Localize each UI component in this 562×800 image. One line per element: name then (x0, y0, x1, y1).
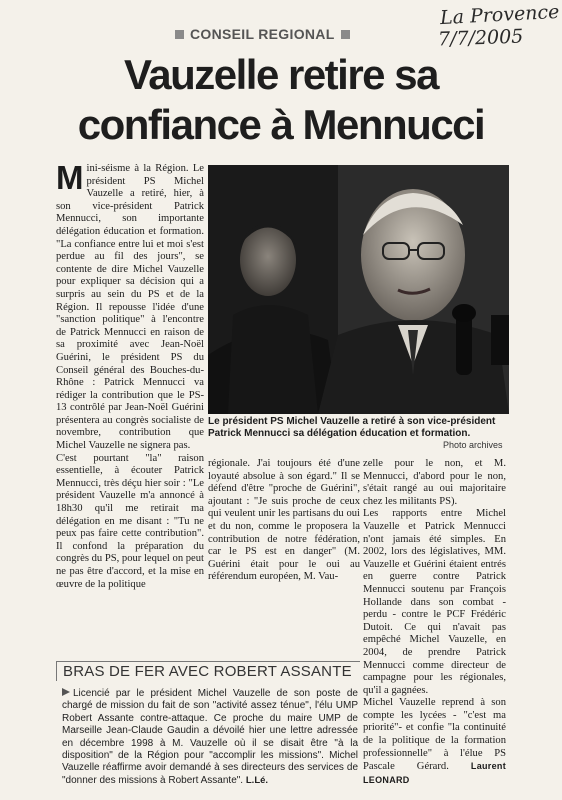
article-paragraph (363, 697, 506, 787)
handwritten-newspaper-name: La Provence (439, 0, 560, 30)
article-signature: Laurent LEONARD (363, 761, 506, 785)
paragraph-text: zelle pour le non, et M. Mennucci, d'abord pour le non, s'était rangé au oui majoritaire chez les militants PS). (363, 458, 506, 507)
kicker-label: CONSEIL REGIONAL (190, 26, 335, 42)
handwritten-date: 7/7/2005 (437, 25, 524, 51)
sidebar-box-body (62, 688, 358, 787)
headline-line-1: Vauzelle retire sa (124, 51, 438, 98)
article-paragraph (56, 159, 204, 453)
article-paragraph (56, 453, 204, 592)
article-column-2 (208, 458, 360, 584)
kicker-square-left (175, 30, 184, 39)
photo-credit: Photo archives (443, 440, 503, 450)
article-paragraph (363, 458, 506, 508)
box-text: Licencié par le président Michel Vauzelle de son poste de chargé de mission du fait de son "activité assez ténue", l'élu UMP Robert Assante contre-attaque. Ce proche du maire UMP de Marseille Jean-Claude Gaudin a dévoilé hier une lettre adressée en décembre 1998 à M. Vauzelle où il se disait être "à la disposition" de la Région pour "accomplir les missions". Michel Vauzelle réaffirme avoir demandé à ses directeurs des services de "donner des missions à Robert Assante". (62, 688, 358, 786)
section-kicker (175, 25, 350, 43)
article-column-1 (56, 159, 204, 591)
paragraph-text: Les rapports entre Michel Vauzelle et Patrick Mennucci n'ont jamais été simples. En 2002, lors des législatives, MM. Vauzelle et Guérini étaient entrés en guerre contre Patrick Mennucci soutenu par François Hollande dans son combat - perdu - contre le PCF Frédéric Dutoit. Ce qui n'avait pas empêché Michel Vauzelle, en 2004, de prendre Patrick Mennucci comme directeur de campagne pour les régionales, qu'il a gagnées. (363, 508, 506, 696)
kicker-square-right (341, 30, 350, 39)
sidebar-box-title: BRAS DE FER AVEC ROBERT ASSANTE (56, 661, 360, 681)
box-signature: L.Lé. (245, 774, 269, 786)
drop-cap: M (56, 159, 84, 196)
article-paragraph (208, 458, 360, 584)
paragraph-text: Michel Vauzelle reprend à son compte les lycées - "c'est ma priorité"- et confie "la continuité de la politique de la formation professionnelle" à l'élue PS Pascale Gérard. (363, 697, 506, 773)
paragraph-text: ini-séisme à la Région. Le président PS Michel Vauzelle a retiré, hier, à son vice-président Patrick Mennucci, son importante délégation éducation et formation. "La confiance entre lui et moi s'est perdue au fil des jours", se contente de dire Michel Vauzelle pour expliquer sa décision qui a surpris au sein du PS et de la Région. Il repousse l'idée d'une "sanction politique" à l'encontre de Patrick Mennucci en raison de sa proximité avec Jean-Noël Guérini, le président PS du Conseil général des Bouches-du-Rhône : Patrick Mennucci va rédiger la contribution que le PS-13 contrôlé par Jean-Noël Guérini présentera au congrès socialiste de novembre, contribution que Michel Vauzelle ne signera pas. (56, 163, 204, 452)
photo-two-men-image (208, 165, 509, 414)
article-photo (208, 165, 509, 414)
article-paragraph (363, 508, 506, 697)
photo-caption: Le président PS Michel Vauzelle a retiré à son vice-président Patrick Mennucci sa délégation éducation et formation. (208, 416, 496, 439)
paragraph-text: C'est pourtant "la" raison essentielle, à écouter Patrick Mennucci, très déçu hier soir : "Le président Vauzelle m'a annoncé à 18h30 qu'il me retirait ma délégation en me disant : "Tu ne peux pas faire cette contribution". Il confond la préparation du congrès du PS, pour lequel on peut ne pas être d'accord, et la mise en œuvre de la politique (56, 452, 204, 590)
arrow-bullet-icon (62, 688, 70, 696)
paragraph-text: régionale. J'ai toujours été d'une loyauté absolue à son égard." Il se défend d'être "proche de Guérini", ajoutant : "Je suis proche de ceux qui veulent unir les partisans du oui et du non, comme le proposera la contribution de notre fédération, car le PS est en danger" (M. Guérini était pour le oui au référendum européen, M. Vau- (208, 458, 360, 583)
headline-line-2: confiance à Mennucci (77, 101, 485, 148)
article-column-3 (363, 458, 506, 787)
